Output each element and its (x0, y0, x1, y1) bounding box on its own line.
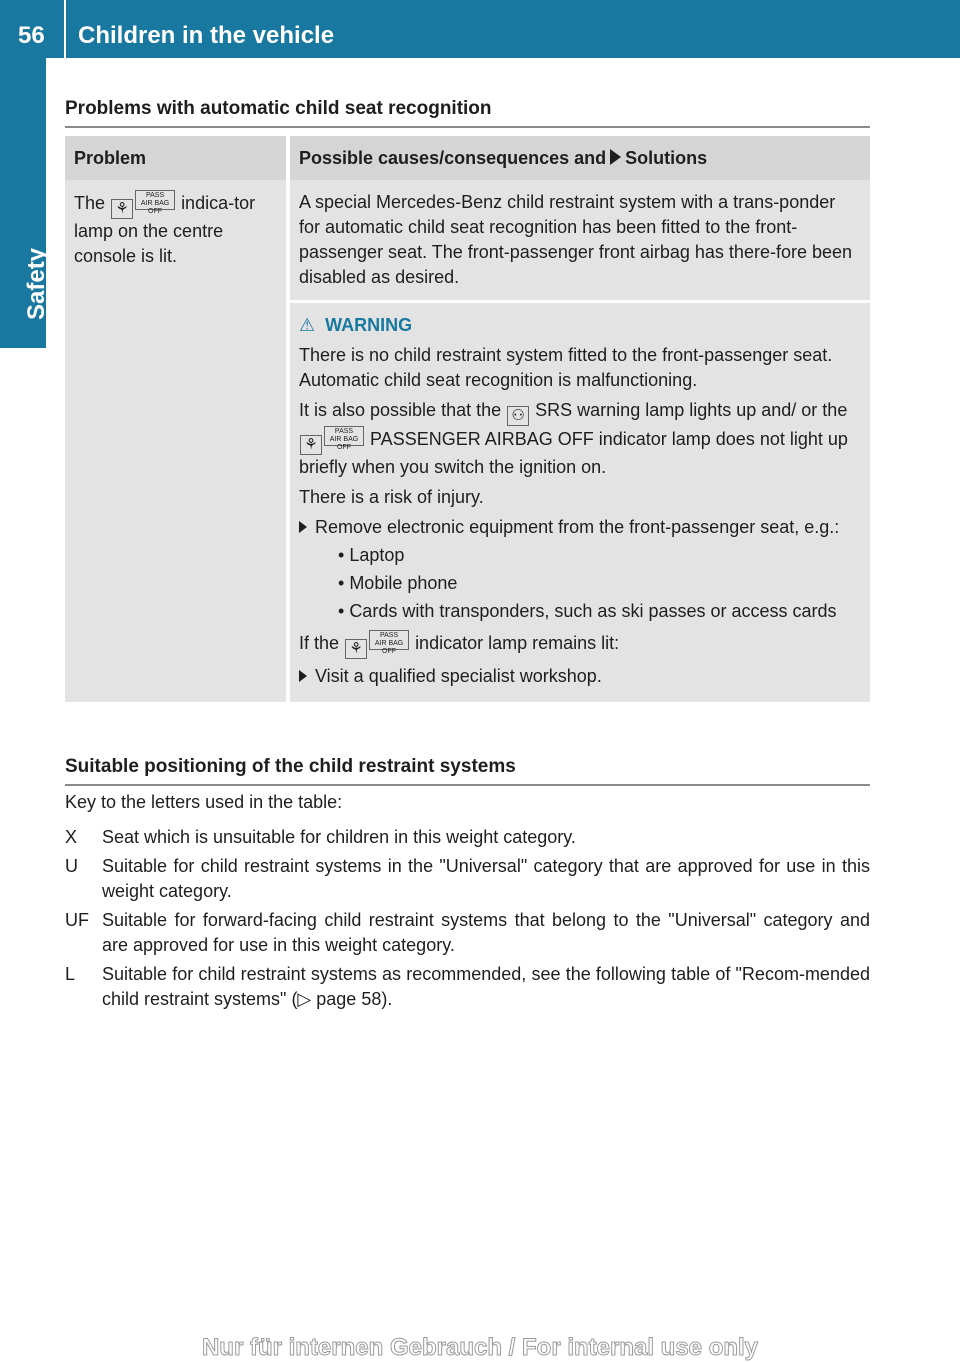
arrow-icon (610, 149, 621, 165)
warning-icon: ⚠ (299, 315, 316, 335)
if-lamp-lit-text (299, 630, 861, 659)
key-list (65, 825, 870, 1016)
header-causes-label: Possible causes/consequences and (299, 148, 607, 168)
solution-cell (288, 302, 870, 703)
key-letter: U (65, 856, 78, 876)
child-seat-icon: ⚘ (300, 435, 322, 455)
warning-text-2b: SRS warning lamp lights up and/ or the (535, 400, 848, 420)
warning-text-2a: It is also possible that the (299, 400, 502, 420)
header-divider (64, 0, 66, 58)
key-row-x (65, 825, 870, 850)
passenger-airbag-off-icon (135, 190, 175, 215)
pass-icon-line1: PASS (334, 428, 354, 435)
table-header-problem: Problem (65, 136, 288, 180)
bullet-item: • Cards with transponders, such as ski passes or access cards (338, 601, 837, 621)
passenger-airbag-off-icon (324, 426, 364, 451)
page-number: 56 (18, 22, 45, 49)
key-letter: UF (65, 910, 89, 930)
passenger-airbag-off-icon (369, 630, 409, 655)
chapter-title: Children in the vehicle (78, 22, 335, 49)
key-letter: X (65, 827, 78, 847)
if-text-b: indicator lamp remains lit: (415, 633, 620, 653)
key-intro: Key to the letters used in the table: (65, 792, 343, 812)
warning-text-2c: PASSENGER AIRBAG OFF indicator lamp does not light up briefly when you switch the ignition on. (299, 429, 848, 477)
table-header-solutions (288, 136, 870, 180)
side-tab-label: Safety (23, 247, 50, 320)
srs-warning-icon: ⚇ (507, 406, 529, 426)
step-2-text: Visit a qualified specialist workshop. (315, 666, 602, 686)
cause-cell (288, 180, 870, 302)
footer-watermark: Nur für internen Gebrauch / For internal use only (201, 1334, 759, 1361)
warning-text-3: There is a risk of injury. (299, 487, 484, 507)
child-seat-icon: ⚘ (345, 639, 367, 659)
step-arrow-icon (299, 670, 307, 682)
problem-cell (65, 180, 288, 702)
step-remove-equipment (299, 515, 861, 540)
step-1-text: Remove electronic equipment from the front-passenger seat, e.g.: (315, 517, 840, 537)
pass-icon-line2: AIR BAG OFF (140, 200, 170, 215)
pass-icon-line2: AIR BAG OFF (374, 640, 404, 655)
cause-text: A special Mercedes-Benz child restraint system with a trans-ponder for automatic child seat recognition has been fitted to the front-passenger seat. The front-passenger front airbag has there-fore been disabled as desired. (299, 192, 853, 287)
key-row-l (65, 962, 870, 1012)
header-solutions-label: Solutions (625, 148, 708, 168)
bullet-text: Laptop (349, 545, 405, 565)
key-description: Seat which is unsuitable for children in this weight category. (102, 827, 576, 847)
section-heading-positioning: Suitable positioning of the child restraint systems (65, 756, 870, 786)
key-description: Suitable for child restraint systems as recommended, see the following table of "Recom-mended child restraint systems" (▷ page 58). (102, 964, 870, 1009)
pass-icon-line1: PASS (145, 192, 165, 199)
step-arrow-icon (299, 521, 307, 533)
key-description: Suitable for child restraint systems in the "Universal" category that are approved for use in this weight category. (102, 856, 870, 901)
section-heading-problems: Problems with automatic child seat recognition (65, 98, 870, 128)
warning-text-2 (299, 398, 861, 480)
key-row-u (65, 854, 870, 904)
key-description: Suitable for forward-facing child restraint systems that belong to the "Universal" category and are approved for use in this weight category. (102, 910, 870, 955)
child-seat-icon: ⚘ (111, 199, 133, 219)
warning-text-1: There is no child restraint system fitted to the front-passenger seat. Automatic child seat recognition is malfunctioning. (299, 345, 833, 390)
step-visit-workshop (299, 664, 861, 689)
bullet-text: Mobile phone (349, 573, 458, 593)
warning-title: WARNING (325, 315, 413, 335)
header-bar (0, 0, 960, 58)
if-text-a: If the (299, 633, 340, 653)
bullet-item: • Mobile phone (338, 573, 458, 593)
problem-text-pre: The (74, 193, 106, 213)
pass-icon-line1: PASS (379, 632, 399, 639)
bullet-item: • Laptop (338, 545, 405, 565)
key-letter: L (65, 964, 76, 984)
key-row-uf (65, 908, 870, 958)
pass-icon-line2: AIR BAG OFF (329, 436, 359, 451)
warning-heading (299, 313, 861, 338)
problem-text-post: indica-tor lamp on the centre console is lit. (74, 193, 256, 266)
problems-table (65, 136, 870, 702)
side-tab (0, 58, 50, 348)
bullet-text: Cards with transponders, such as ski passes or access cards (349, 601, 837, 621)
